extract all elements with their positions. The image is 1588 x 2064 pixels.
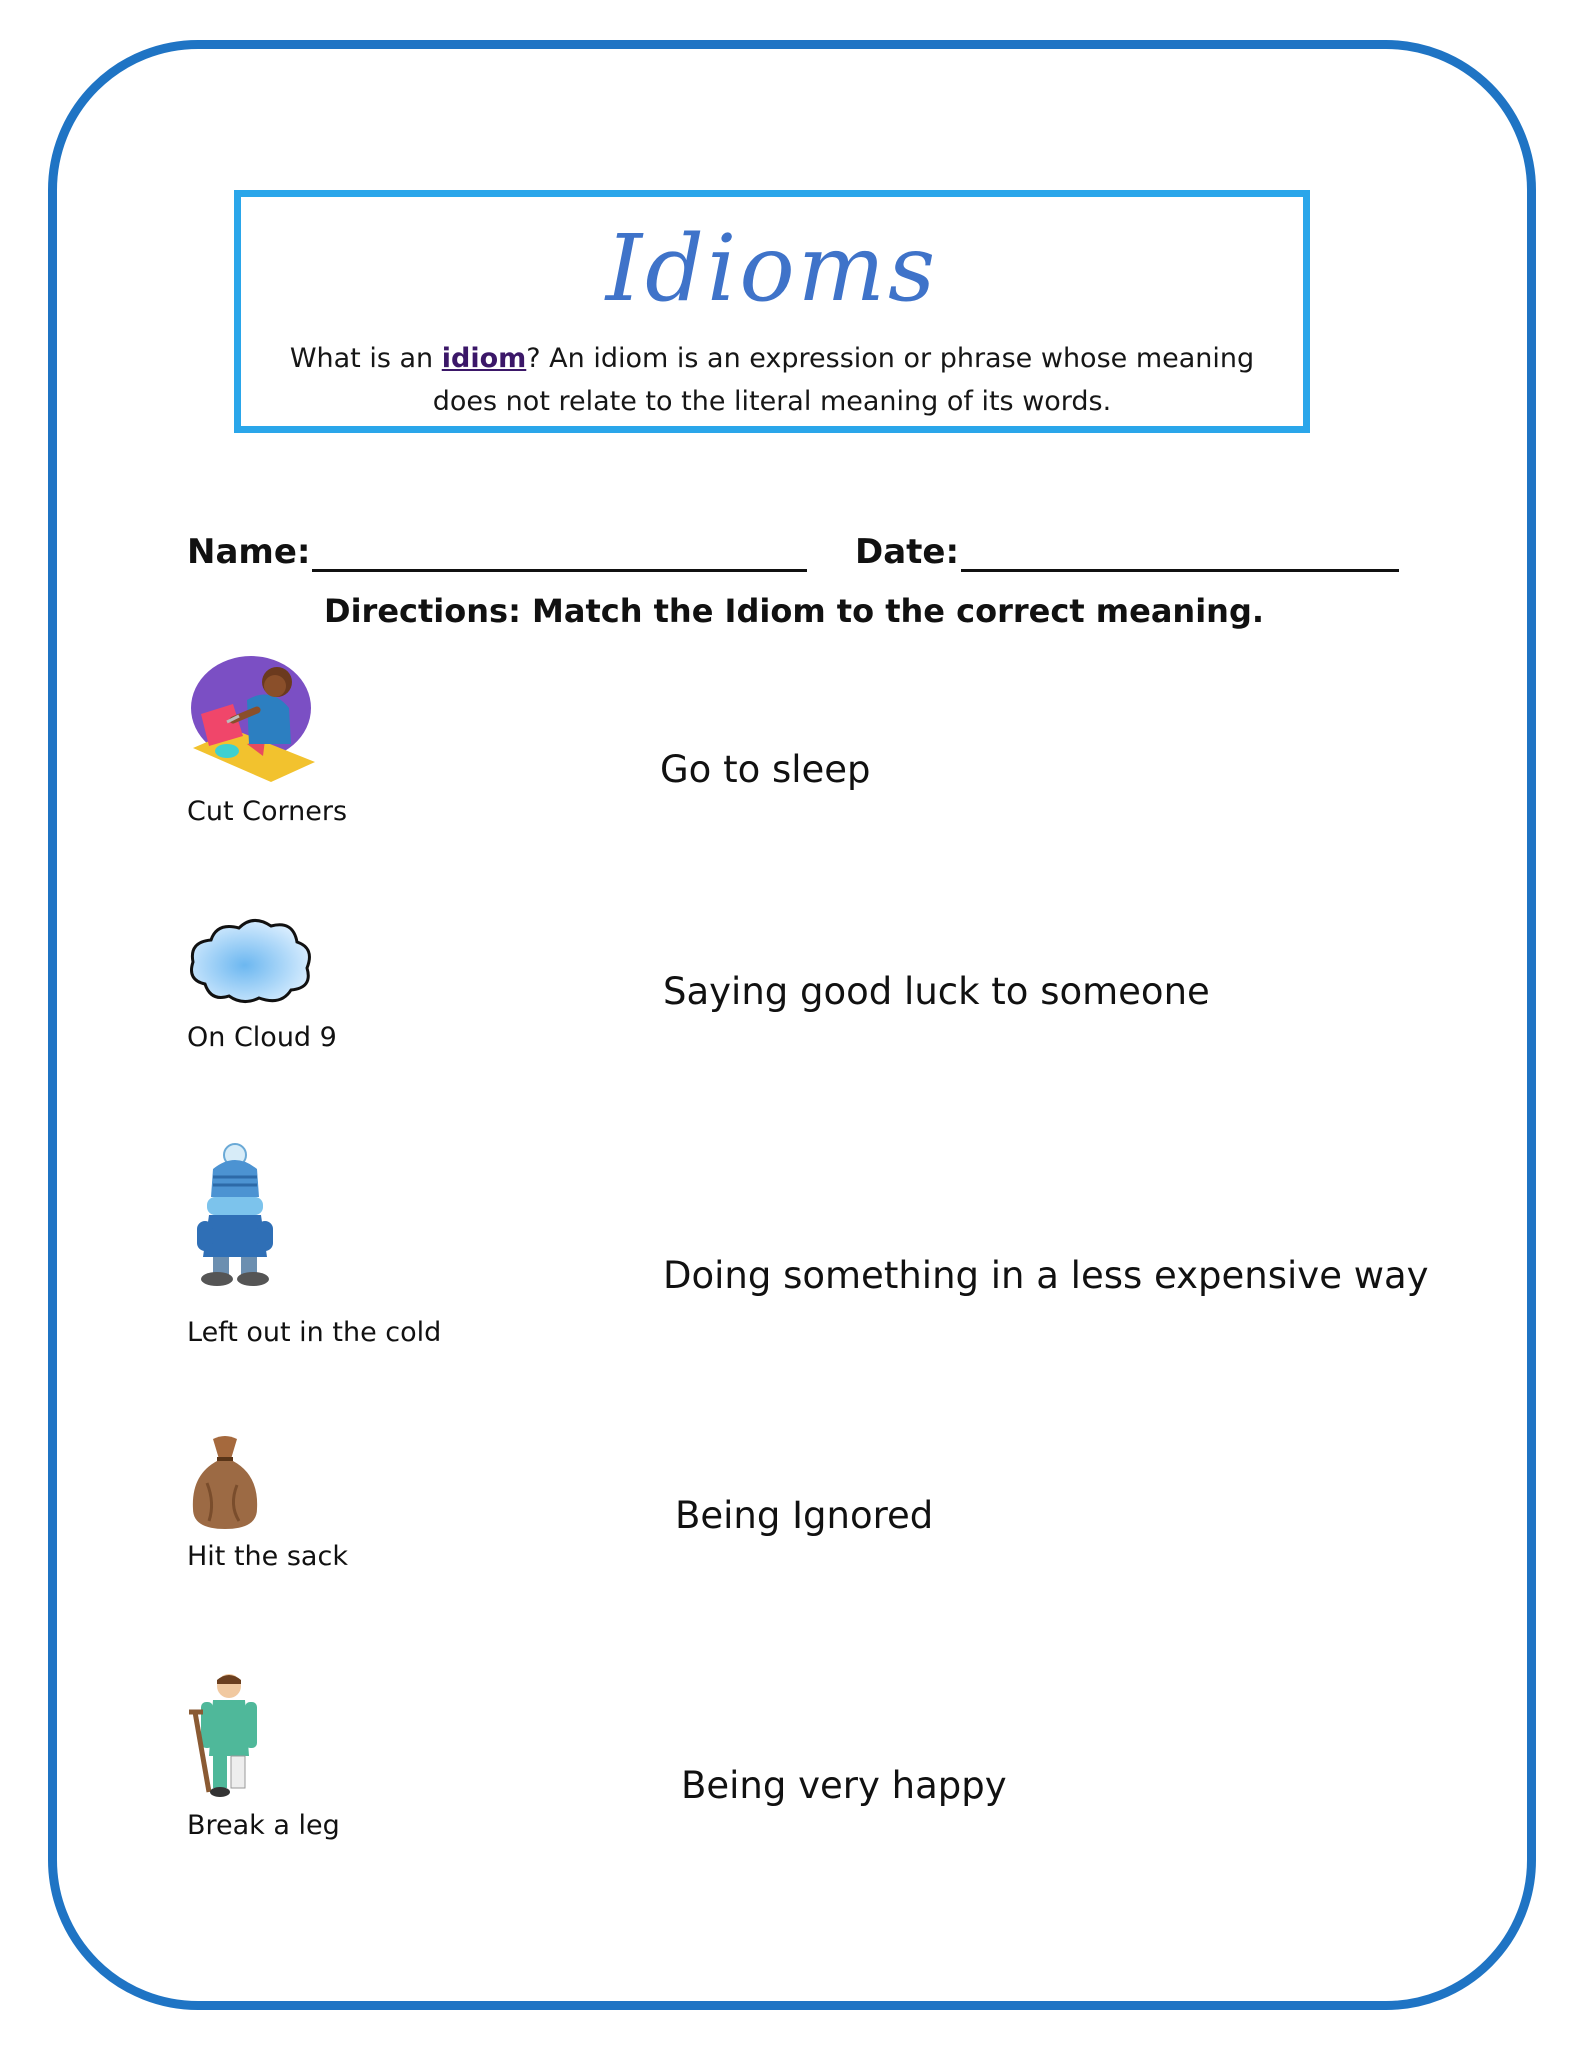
idiom-label: Left out in the cold — [187, 1317, 442, 1348]
idiom-item-cut-corners — [187, 656, 347, 827]
date-label: Date: — [855, 532, 960, 572]
date-blank-line[interactable] — [961, 533, 1399, 572]
idiom-item-on-cloud-9 — [187, 914, 337, 1053]
date-field — [855, 532, 1399, 572]
name-blank-line[interactable] — [312, 533, 807, 572]
meaning-item: Being Ignored — [675, 1494, 934, 1537]
idiom-item-hit-the-sack — [187, 1433, 348, 1572]
cutting-paper-icon — [187, 656, 319, 782]
definition-rest: ? An idiom is an expression or phrase whose meaning does not relate to the literal meaning of its words. — [432, 343, 1255, 417]
idiom-term-link[interactable]: idiom — [441, 343, 527, 374]
cloud-icon — [187, 914, 315, 1006]
directions: Directions: Match the Idiom to the correct meaning. — [324, 592, 1264, 630]
idiom-label: On Cloud 9 — [187, 1022, 337, 1053]
worksheet-title: Idioms — [605, 215, 939, 322]
name-field — [187, 532, 807, 572]
meaning-item: Doing something in a less expensive way — [663, 1254, 1429, 1297]
header-box — [234, 190, 1310, 433]
definition-lead: What is an — [289, 343, 442, 374]
name-label: Name: — [187, 532, 311, 572]
idiom-label: Hit the sack — [187, 1541, 348, 1572]
idiom-definition — [271, 337, 1273, 423]
idiom-label: Cut Corners — [187, 796, 348, 827]
meaning-item: Saying good luck to someone — [663, 970, 1210, 1013]
meaning-item: Go to sleep — [660, 748, 871, 791]
idiom-label: Break a leg — [187, 1810, 340, 1841]
idiom-item-left-out-in-the-cold — [187, 1143, 441, 1348]
idiom-item-break-a-leg — [187, 1672, 340, 1841]
crutch-man-icon — [187, 1672, 269, 1798]
cold-child-icon — [187, 1143, 287, 1291]
meaning-item: Being very happy — [681, 1764, 1007, 1807]
sack-icon — [187, 1433, 263, 1533]
